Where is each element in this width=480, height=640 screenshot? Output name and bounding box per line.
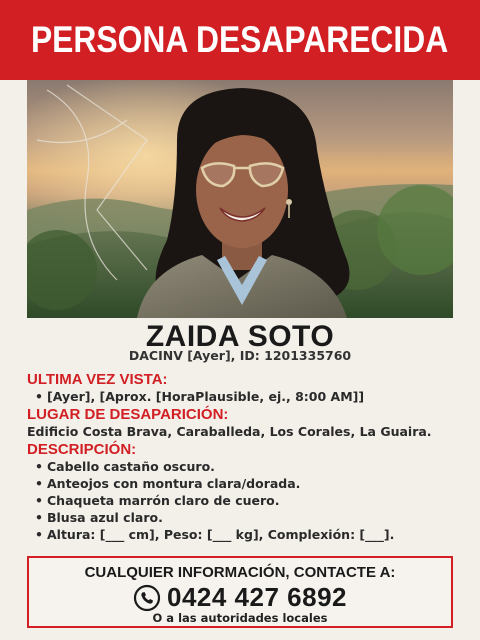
last-seen-item [35, 389, 364, 404]
person-case-id: DACINV [Ayer], ID: 1201335760 [128, 348, 352, 363]
description-item [35, 493, 280, 508]
contact-note: O a las autoridades locales [152, 611, 328, 625]
description-item-text: Chaqueta marrón claro de cuero. [47, 493, 280, 508]
bullet-icon: • [35, 476, 43, 491]
location-heading: LUGAR DE DESAPARICIÓN: [27, 406, 229, 423]
description-item-text: Cabello castaño oscuro. [47, 459, 215, 474]
phone-number[interactable]: 0424 427 6892 [166, 582, 347, 612]
phone-row[interactable] [29, 582, 451, 613]
description-item [35, 527, 394, 542]
contact-box [27, 556, 453, 628]
portrait-illustration [27, 80, 453, 318]
bullet-icon: • [35, 459, 43, 474]
last-seen-heading: ULTIMA VEZ VISTA: [27, 371, 168, 388]
description-item-text: Altura: [___ cm], Peso: [___ kg], Complexión: [___]. [47, 527, 395, 542]
phone-icon [133, 584, 161, 612]
bullet-icon: • [35, 493, 43, 508]
bullet-icon: • [35, 510, 43, 525]
description-item [35, 510, 163, 525]
bullet-icon: • [35, 527, 43, 542]
description-item-text: Blusa azul claro. [47, 510, 163, 525]
contact-title: CUALQUIER INFORMACIÓN, CONTACTE A: [84, 564, 396, 581]
person-name: ZAIDA SOTO [145, 320, 335, 353]
description-item [35, 459, 215, 474]
description-heading: DESCRIPCIÓN: [27, 441, 137, 458]
banner-title: PERSONA DESAPARECIDA [31, 19, 449, 60]
description-item [35, 476, 300, 491]
header-banner [0, 0, 480, 80]
location-text: Edificio Costa Brava, Caraballeda, Los Corales, La Guaira. [27, 424, 432, 439]
bullet-icon: • [35, 389, 43, 404]
description-item-text: Anteojos con montura clara/dorada. [47, 476, 301, 491]
last-seen-text: [Ayer], [Aprox. [HoraPlausible, ej., 8:00 AM]] [47, 389, 365, 404]
person-photo [27, 80, 453, 318]
